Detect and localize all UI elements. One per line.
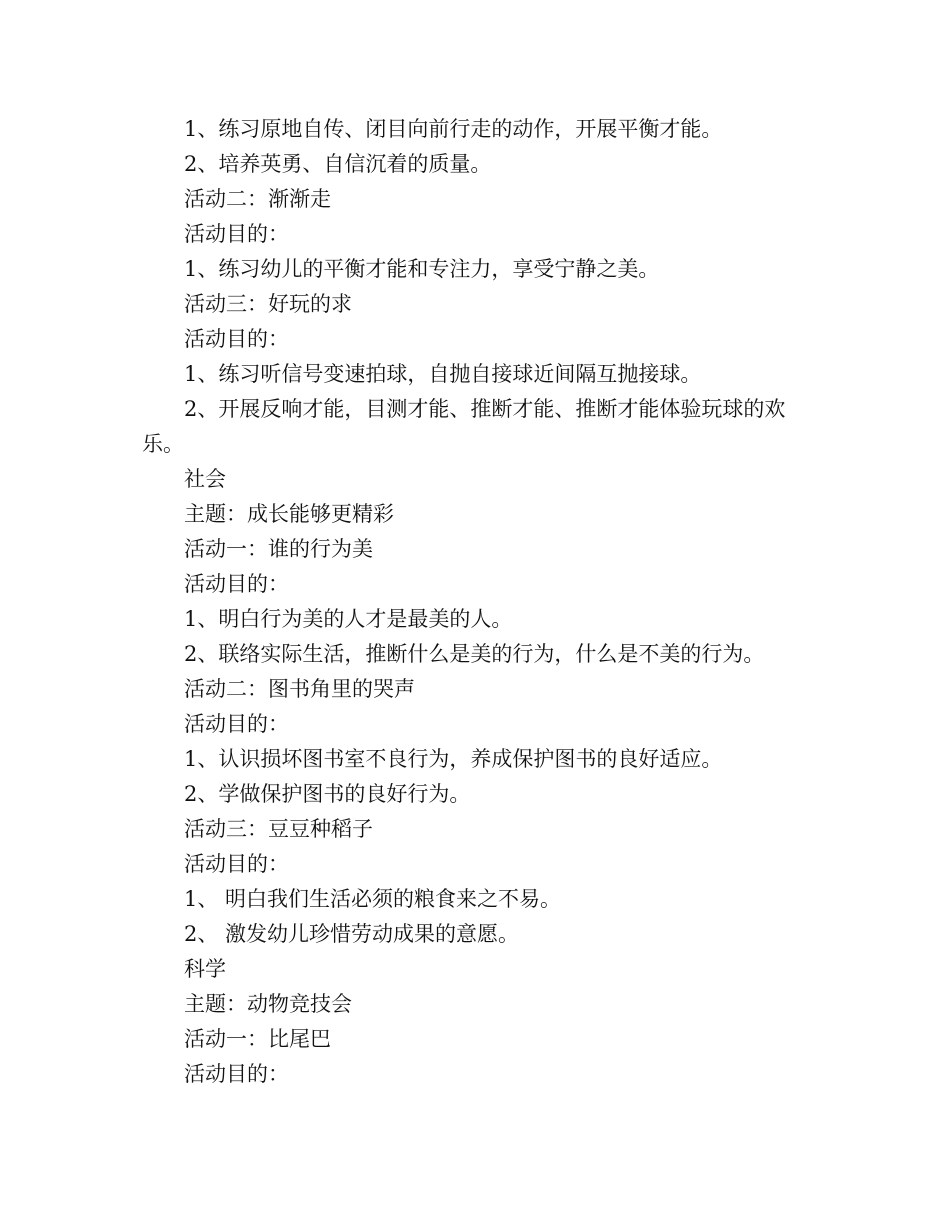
text-line: 1、明白行为美的人才是最美的人。: [184, 607, 513, 631]
activity-heading: 活动三：好玩的求: [184, 292, 352, 316]
text-line: 2、学做保护图书的良好行为。: [184, 782, 471, 806]
text-line: 2、开展反响才能，目测才能、推断才能、推断才能体验玩球的欢: [184, 397, 786, 421]
activity-heading: 活动二：渐渐走: [184, 187, 331, 211]
theme-line: 主题：成长能够更精彩: [184, 502, 394, 526]
text-line: 1、 明白我们生活必须的粮食来之不易。: [184, 887, 562, 911]
text-line-continuation: 乐。: [142, 432, 184, 456]
activity-heading: 活动二：图书角里的哭声: [184, 677, 415, 701]
objective-label: 活动目的：: [184, 712, 289, 736]
activity-heading: 活动三：豆豆种稻子: [184, 817, 373, 841]
text-line: 1、认识损坏图书室不良行为，养成保护图书的良好适应。: [184, 747, 723, 771]
objective-label: 活动目的：: [184, 572, 289, 596]
objective-label: 活动目的：: [184, 1062, 289, 1086]
section-heading: 科学: [184, 957, 226, 981]
section-heading: 社会: [184, 467, 226, 491]
text-line: 1、练习幼儿的平衡才能和专注力，享受宁静之美。: [184, 257, 660, 281]
activity-heading: 活动一：比尾巴: [184, 1027, 331, 1051]
text-line: 2、联络实际生活，推断什么是美的行为，什么是不美的行为。: [184, 642, 765, 666]
objective-label: 活动目的：: [184, 222, 289, 246]
objective-label: 活动目的：: [184, 327, 289, 351]
theme-line: 主题：动物竞技会: [184, 992, 352, 1016]
text-line: 2、 激发幼儿珍惜劳动成果的意愿。: [184, 922, 520, 946]
objective-label: 活动目的：: [184, 852, 289, 876]
document-body: [142, 112, 822, 1092]
text-line: 2、培养英勇、自信沉着的质量。: [184, 152, 492, 176]
text-line: 1、练习听信号变速拍球，自抛自接球近间隔互抛接球。: [184, 362, 702, 386]
text-line: 1、练习原地自传、闭目向前行走的动作，开展平衡才能。: [184, 117, 723, 141]
activity-heading: 活动一：谁的行为美: [184, 537, 373, 561]
